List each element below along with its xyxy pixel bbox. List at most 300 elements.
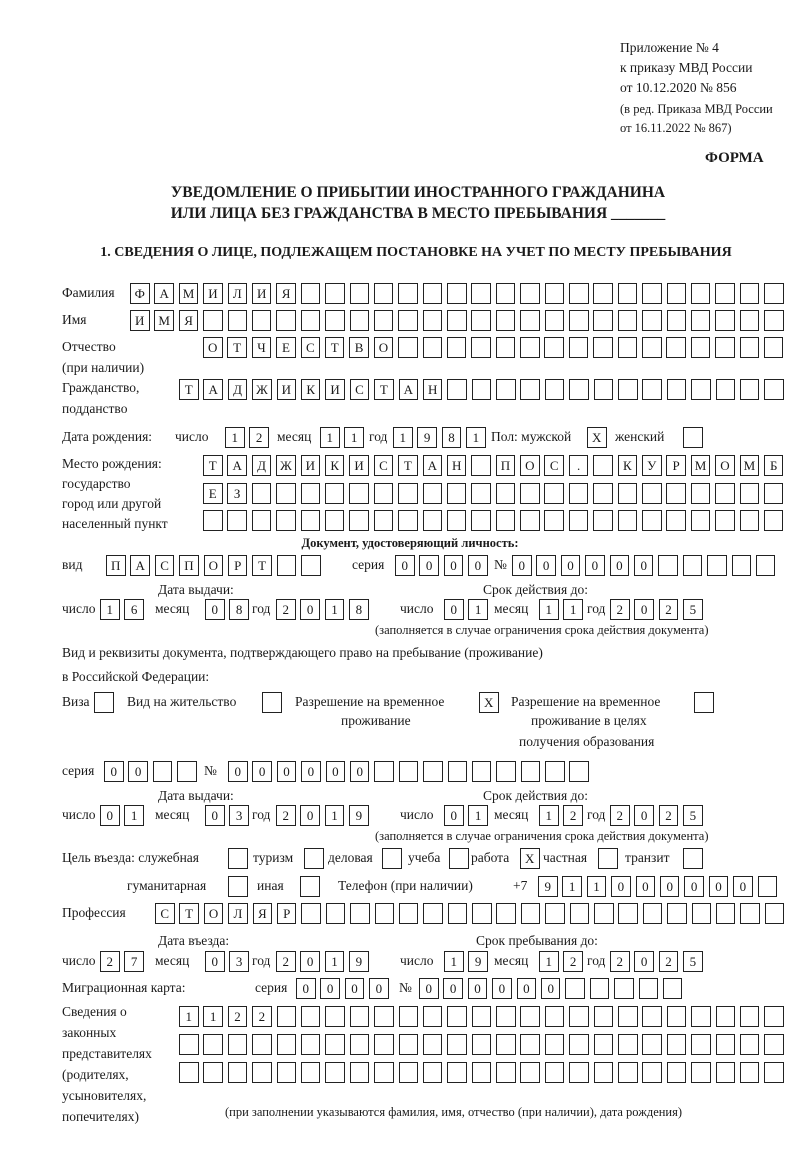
char-box[interactable]: 1 bbox=[179, 1006, 199, 1027]
char-box[interactable] bbox=[301, 903, 321, 924]
char-box[interactable]: Т bbox=[325, 337, 345, 358]
char-box[interactable] bbox=[447, 483, 467, 504]
char-box[interactable] bbox=[350, 903, 370, 924]
char-box[interactable] bbox=[228, 1062, 248, 1083]
char-box[interactable] bbox=[642, 337, 662, 358]
char-box[interactable]: 0 bbox=[252, 761, 272, 782]
char-box[interactable]: М bbox=[691, 455, 711, 476]
char-box[interactable]: О bbox=[374, 337, 394, 358]
char-box[interactable] bbox=[374, 283, 394, 304]
char-box[interactable] bbox=[565, 978, 585, 999]
char-box[interactable]: 0 bbox=[296, 978, 316, 999]
char-box[interactable]: 1 bbox=[225, 427, 245, 448]
citizenship-field[interactable] bbox=[179, 379, 789, 400]
representatives-row-1[interactable] bbox=[179, 1006, 789, 1027]
char-box[interactable]: Ч bbox=[252, 337, 272, 358]
char-box[interactable]: О bbox=[520, 455, 540, 476]
char-box[interactable] bbox=[667, 903, 687, 924]
char-box[interactable]: О bbox=[715, 455, 735, 476]
char-box[interactable]: Т bbox=[179, 379, 199, 400]
char-box[interactable]: 6 bbox=[124, 599, 144, 620]
char-box[interactable] bbox=[423, 483, 443, 504]
purpose-study-checkbox[interactable] bbox=[449, 848, 473, 869]
char-box[interactable] bbox=[740, 1034, 760, 1055]
char-box[interactable]: С bbox=[350, 379, 370, 400]
char-box[interactable]: 8 bbox=[229, 599, 249, 620]
char-box[interactable]: 3 bbox=[229, 951, 249, 972]
char-box[interactable]: 1 bbox=[393, 427, 413, 448]
char-box[interactable] bbox=[449, 848, 469, 869]
char-box[interactable]: 1 bbox=[444, 951, 464, 972]
char-box[interactable]: Л bbox=[228, 903, 248, 924]
char-box[interactable]: 0 bbox=[634, 555, 654, 576]
char-box[interactable]: 0 bbox=[350, 761, 370, 782]
char-box[interactable]: 0 bbox=[634, 805, 654, 826]
id-issue-month-field[interactable] bbox=[205, 599, 254, 620]
char-box[interactable] bbox=[716, 1062, 736, 1083]
char-box[interactable]: 0 bbox=[444, 599, 464, 620]
char-box[interactable] bbox=[740, 510, 760, 531]
char-box[interactable] bbox=[740, 283, 760, 304]
purpose-official-checkbox[interactable] bbox=[228, 848, 252, 869]
char-box[interactable]: Ф bbox=[130, 283, 150, 304]
char-box[interactable]: X bbox=[520, 848, 540, 869]
purpose-other-checkbox[interactable] bbox=[300, 876, 324, 897]
char-box[interactable] bbox=[691, 1006, 711, 1027]
char-box[interactable]: 0 bbox=[419, 978, 439, 999]
char-box[interactable]: 0 bbox=[300, 805, 320, 826]
char-box[interactable]: Ж bbox=[276, 455, 296, 476]
char-box[interactable] bbox=[277, 555, 297, 576]
char-box[interactable] bbox=[496, 761, 516, 782]
char-box[interactable] bbox=[618, 510, 638, 531]
char-box[interactable] bbox=[399, 1062, 419, 1083]
char-box[interactable]: 1 bbox=[539, 599, 559, 620]
char-box[interactable] bbox=[618, 283, 638, 304]
char-box[interactable] bbox=[423, 283, 443, 304]
char-box[interactable]: Е bbox=[203, 483, 223, 504]
char-box[interactable]: 0 bbox=[684, 876, 704, 897]
representatives-row-3[interactable] bbox=[179, 1062, 789, 1083]
char-box[interactable] bbox=[374, 310, 394, 331]
char-box[interactable] bbox=[398, 283, 418, 304]
char-box[interactable]: 9 bbox=[349, 805, 369, 826]
char-box[interactable] bbox=[667, 310, 687, 331]
char-box[interactable] bbox=[764, 1062, 784, 1083]
char-box[interactable]: 9 bbox=[538, 876, 558, 897]
purpose-business-checkbox[interactable] bbox=[382, 848, 406, 869]
char-box[interactable]: С bbox=[155, 555, 175, 576]
char-box[interactable]: К bbox=[325, 455, 345, 476]
stay-valid-month-field[interactable] bbox=[539, 805, 588, 826]
char-box[interactable] bbox=[740, 903, 760, 924]
char-box[interactable]: С bbox=[155, 903, 175, 924]
char-box[interactable] bbox=[447, 379, 467, 400]
char-box[interactable]: И bbox=[301, 455, 321, 476]
char-box[interactable] bbox=[325, 1006, 345, 1027]
char-box[interactable] bbox=[545, 761, 565, 782]
char-box[interactable] bbox=[496, 1006, 516, 1027]
char-box[interactable] bbox=[203, 1034, 223, 1055]
char-box[interactable] bbox=[423, 761, 443, 782]
purpose-work-checkbox[interactable] bbox=[520, 848, 544, 869]
char-box[interactable] bbox=[569, 1034, 589, 1055]
char-box[interactable] bbox=[496, 283, 516, 304]
char-box[interactable]: 2 bbox=[228, 1006, 248, 1027]
char-box[interactable]: 7 bbox=[124, 951, 144, 972]
char-box[interactable] bbox=[496, 903, 516, 924]
char-box[interactable] bbox=[569, 379, 589, 400]
char-box[interactable] bbox=[350, 1062, 370, 1083]
char-box[interactable] bbox=[448, 761, 468, 782]
char-box[interactable] bbox=[447, 310, 467, 331]
char-box[interactable]: 0 bbox=[128, 761, 148, 782]
char-box[interactable] bbox=[471, 310, 491, 331]
char-box[interactable] bbox=[545, 1034, 565, 1055]
id-series-field[interactable] bbox=[395, 555, 493, 576]
purpose-transit-checkbox[interactable] bbox=[683, 848, 707, 869]
char-box[interactable]: П bbox=[179, 555, 199, 576]
char-box[interactable] bbox=[545, 903, 565, 924]
char-box[interactable] bbox=[691, 310, 711, 331]
char-box[interactable] bbox=[521, 903, 541, 924]
char-box[interactable] bbox=[642, 510, 662, 531]
char-box[interactable]: 0 bbox=[492, 978, 512, 999]
char-box[interactable] bbox=[740, 483, 760, 504]
char-box[interactable] bbox=[520, 1034, 540, 1055]
char-box[interactable] bbox=[179, 1034, 199, 1055]
entry-day-field[interactable] bbox=[100, 951, 149, 972]
char-box[interactable] bbox=[598, 848, 618, 869]
char-box[interactable] bbox=[667, 1006, 687, 1027]
migration-number-field[interactable] bbox=[419, 978, 687, 999]
char-box[interactable] bbox=[683, 427, 703, 448]
char-box[interactable]: С bbox=[374, 455, 394, 476]
migration-series-field[interactable] bbox=[296, 978, 394, 999]
char-box[interactable] bbox=[252, 1034, 272, 1055]
char-box[interactable]: 1 bbox=[100, 599, 120, 620]
char-box[interactable]: 1 bbox=[468, 599, 488, 620]
char-box[interactable] bbox=[691, 510, 711, 531]
char-box[interactable] bbox=[398, 310, 418, 331]
purpose-humanitarian-checkbox[interactable] bbox=[228, 876, 252, 897]
char-box[interactable] bbox=[716, 1006, 736, 1027]
purpose-tourism-checkbox[interactable] bbox=[304, 848, 328, 869]
char-box[interactable]: 0 bbox=[277, 761, 297, 782]
char-box[interactable]: К bbox=[618, 455, 638, 476]
char-box[interactable] bbox=[472, 761, 492, 782]
char-box[interactable]: 0 bbox=[468, 978, 488, 999]
char-box[interactable]: Д bbox=[252, 455, 272, 476]
char-box[interactable] bbox=[203, 1062, 223, 1083]
char-box[interactable]: 5 bbox=[683, 951, 703, 972]
surname-field[interactable] bbox=[130, 283, 789, 304]
char-box[interactable] bbox=[447, 1006, 467, 1027]
char-box[interactable] bbox=[252, 310, 272, 331]
char-box[interactable] bbox=[398, 510, 418, 531]
char-box[interactable]: 1 bbox=[325, 951, 345, 972]
char-box[interactable]: Т bbox=[252, 555, 272, 576]
char-box[interactable] bbox=[447, 337, 467, 358]
char-box[interactable] bbox=[691, 1062, 711, 1083]
char-box[interactable] bbox=[544, 483, 564, 504]
char-box[interactable] bbox=[593, 283, 613, 304]
char-box[interactable]: 1 bbox=[563, 599, 583, 620]
char-box[interactable] bbox=[618, 483, 638, 504]
char-box[interactable]: 0 bbox=[585, 555, 605, 576]
char-box[interactable] bbox=[423, 1006, 443, 1027]
char-box[interactable]: . bbox=[569, 455, 589, 476]
char-box[interactable] bbox=[472, 1062, 492, 1083]
char-box[interactable] bbox=[691, 1034, 711, 1055]
char-box[interactable]: 0 bbox=[709, 876, 729, 897]
char-box[interactable] bbox=[520, 483, 540, 504]
char-box[interactable] bbox=[398, 483, 418, 504]
char-box[interactable] bbox=[764, 510, 784, 531]
char-box[interactable]: 2 bbox=[249, 427, 269, 448]
char-box[interactable] bbox=[593, 337, 613, 358]
char-box[interactable] bbox=[716, 903, 736, 924]
char-box[interactable] bbox=[666, 483, 686, 504]
char-box[interactable] bbox=[642, 1034, 662, 1055]
char-box[interactable] bbox=[667, 1034, 687, 1055]
char-box[interactable]: 2 bbox=[610, 599, 630, 620]
birth-place-row-2[interactable] bbox=[203, 483, 788, 504]
char-box[interactable] bbox=[325, 310, 345, 331]
char-box[interactable] bbox=[227, 510, 247, 531]
char-box[interactable] bbox=[642, 483, 662, 504]
char-box[interactable]: О bbox=[203, 337, 223, 358]
char-box[interactable] bbox=[691, 337, 711, 358]
char-box[interactable] bbox=[399, 1006, 419, 1027]
char-box[interactable] bbox=[277, 1062, 297, 1083]
char-box[interactable] bbox=[643, 903, 663, 924]
char-box[interactable]: 0 bbox=[395, 555, 415, 576]
char-box[interactable] bbox=[447, 510, 467, 531]
char-box[interactable] bbox=[642, 1062, 662, 1083]
char-box[interactable] bbox=[618, 903, 638, 924]
char-box[interactable] bbox=[683, 848, 703, 869]
char-box[interactable]: 2 bbox=[610, 805, 630, 826]
stay-valid-year-field[interactable] bbox=[610, 805, 708, 826]
char-box[interactable] bbox=[277, 1006, 297, 1027]
char-box[interactable] bbox=[569, 1006, 589, 1027]
char-box[interactable] bbox=[545, 283, 565, 304]
char-box[interactable]: 1 bbox=[124, 805, 144, 826]
char-box[interactable]: 5 bbox=[683, 599, 703, 620]
residence-permit-checkbox[interactable] bbox=[262, 692, 286, 713]
char-box[interactable] bbox=[349, 510, 369, 531]
char-box[interactable] bbox=[520, 379, 540, 400]
char-box[interactable]: М bbox=[154, 310, 174, 331]
char-box[interactable]: 9 bbox=[468, 951, 488, 972]
char-box[interactable]: О bbox=[204, 555, 224, 576]
stay-issue-month-field[interactable] bbox=[205, 805, 254, 826]
char-box[interactable] bbox=[666, 510, 686, 531]
char-box[interactable] bbox=[301, 1034, 321, 1055]
char-box[interactable] bbox=[715, 283, 735, 304]
char-box[interactable]: В bbox=[349, 337, 369, 358]
char-box[interactable]: 8 bbox=[349, 599, 369, 620]
char-box[interactable] bbox=[545, 1062, 565, 1083]
char-box[interactable] bbox=[618, 1034, 638, 1055]
birth-month-field[interactable] bbox=[320, 427, 369, 448]
char-box[interactable]: 1 bbox=[587, 876, 607, 897]
char-box[interactable] bbox=[423, 310, 443, 331]
char-box[interactable]: А bbox=[130, 555, 150, 576]
char-box[interactable] bbox=[471, 337, 491, 358]
char-box[interactable] bbox=[658, 555, 678, 576]
char-box[interactable] bbox=[570, 903, 590, 924]
char-box[interactable]: 0 bbox=[541, 978, 561, 999]
char-box[interactable] bbox=[740, 1062, 760, 1083]
char-box[interactable] bbox=[447, 1062, 467, 1083]
char-box[interactable] bbox=[663, 978, 683, 999]
char-box[interactable]: 1 bbox=[325, 599, 345, 620]
char-box[interactable] bbox=[325, 483, 345, 504]
char-box[interactable] bbox=[715, 510, 735, 531]
char-box[interactable] bbox=[398, 337, 418, 358]
char-box[interactable] bbox=[471, 510, 491, 531]
char-box[interactable]: 2 bbox=[276, 951, 296, 972]
char-box[interactable] bbox=[642, 310, 662, 331]
char-box[interactable]: У bbox=[642, 455, 662, 476]
char-box[interactable]: И bbox=[277, 379, 297, 400]
char-box[interactable] bbox=[707, 555, 727, 576]
char-box[interactable]: 0 bbox=[104, 761, 124, 782]
char-box[interactable] bbox=[715, 310, 735, 331]
char-box[interactable]: Н bbox=[447, 455, 467, 476]
char-box[interactable] bbox=[520, 337, 540, 358]
char-box[interactable] bbox=[764, 483, 784, 504]
char-box[interactable] bbox=[94, 692, 114, 713]
char-box[interactable]: К bbox=[301, 379, 321, 400]
char-box[interactable]: 0 bbox=[468, 555, 488, 576]
char-box[interactable] bbox=[423, 1034, 443, 1055]
char-box[interactable] bbox=[301, 283, 321, 304]
char-box[interactable] bbox=[716, 1034, 736, 1055]
char-box[interactable] bbox=[374, 1062, 394, 1083]
stay-until-year-field[interactable] bbox=[610, 951, 708, 972]
char-box[interactable] bbox=[544, 510, 564, 531]
char-box[interactable]: Е bbox=[276, 337, 296, 358]
char-box[interactable]: З bbox=[227, 483, 247, 504]
char-box[interactable]: 0 bbox=[610, 555, 630, 576]
char-box[interactable] bbox=[740, 379, 760, 400]
char-box[interactable]: А bbox=[399, 379, 419, 400]
char-box[interactable]: Т bbox=[398, 455, 418, 476]
char-box[interactable] bbox=[374, 761, 394, 782]
char-box[interactable] bbox=[228, 876, 248, 897]
char-box[interactable]: 0 bbox=[345, 978, 365, 999]
char-box[interactable] bbox=[301, 483, 321, 504]
char-box[interactable] bbox=[520, 510, 540, 531]
char-box[interactable] bbox=[569, 1062, 589, 1083]
char-box[interactable]: 0 bbox=[419, 555, 439, 576]
char-box[interactable]: Т bbox=[203, 455, 223, 476]
char-box[interactable] bbox=[301, 510, 321, 531]
char-box[interactable] bbox=[399, 1034, 419, 1055]
char-box[interactable] bbox=[569, 310, 589, 331]
char-box[interactable]: 2 bbox=[563, 951, 583, 972]
char-box[interactable] bbox=[642, 283, 662, 304]
phone-field[interactable] bbox=[538, 876, 782, 897]
char-box[interactable]: 9 bbox=[349, 951, 369, 972]
char-box[interactable] bbox=[203, 510, 223, 531]
char-box[interactable]: И bbox=[130, 310, 150, 331]
char-box[interactable] bbox=[594, 1006, 614, 1027]
char-box[interactable]: 0 bbox=[561, 555, 581, 576]
char-box[interactable]: О bbox=[204, 903, 224, 924]
char-box[interactable]: 2 bbox=[276, 599, 296, 620]
char-box[interactable] bbox=[569, 337, 589, 358]
char-box[interactable]: 0 bbox=[634, 951, 654, 972]
char-box[interactable]: Н bbox=[423, 379, 443, 400]
char-box[interactable]: М bbox=[740, 455, 760, 476]
char-box[interactable] bbox=[594, 1062, 614, 1083]
char-box[interactable] bbox=[764, 337, 784, 358]
char-box[interactable]: 2 bbox=[610, 951, 630, 972]
char-box[interactable]: Р bbox=[277, 903, 297, 924]
char-box[interactable] bbox=[300, 876, 320, 897]
char-box[interactable]: Р bbox=[228, 555, 248, 576]
char-box[interactable]: 2 bbox=[659, 951, 679, 972]
char-box[interactable] bbox=[618, 379, 638, 400]
stay-issue-day-field[interactable] bbox=[100, 805, 149, 826]
char-box[interactable]: 2 bbox=[276, 805, 296, 826]
char-box[interactable]: И bbox=[349, 455, 369, 476]
char-box[interactable] bbox=[252, 1062, 272, 1083]
char-box[interactable]: С bbox=[544, 455, 564, 476]
char-box[interactable] bbox=[375, 903, 395, 924]
char-box[interactable] bbox=[301, 1062, 321, 1083]
char-box[interactable] bbox=[618, 337, 638, 358]
char-box[interactable] bbox=[545, 310, 565, 331]
char-box[interactable]: 0 bbox=[205, 599, 225, 620]
char-box[interactable]: 0 bbox=[660, 876, 680, 897]
name-field[interactable] bbox=[130, 310, 789, 331]
char-box[interactable] bbox=[399, 903, 419, 924]
char-box[interactable] bbox=[618, 1006, 638, 1027]
char-box[interactable] bbox=[228, 848, 248, 869]
char-box[interactable] bbox=[496, 1062, 516, 1083]
char-box[interactable] bbox=[350, 283, 370, 304]
id-valid-month-field[interactable] bbox=[539, 599, 588, 620]
char-box[interactable] bbox=[374, 1034, 394, 1055]
char-box[interactable] bbox=[667, 379, 687, 400]
char-box[interactable]: 2 bbox=[563, 805, 583, 826]
char-box[interactable]: 1 bbox=[539, 951, 559, 972]
char-box[interactable] bbox=[618, 310, 638, 331]
char-box[interactable]: Я bbox=[179, 310, 199, 331]
char-box[interactable]: А bbox=[203, 379, 223, 400]
char-box[interactable] bbox=[399, 761, 419, 782]
char-box[interactable] bbox=[472, 1034, 492, 1055]
char-box[interactable]: 0 bbox=[536, 555, 556, 576]
char-box[interactable] bbox=[374, 510, 394, 531]
char-box[interactable] bbox=[447, 283, 467, 304]
char-box[interactable] bbox=[639, 978, 659, 999]
char-box[interactable] bbox=[423, 1062, 443, 1083]
char-box[interactable]: 0 bbox=[301, 761, 321, 782]
char-box[interactable] bbox=[447, 1034, 467, 1055]
char-box[interactable]: 1 bbox=[325, 805, 345, 826]
char-box[interactable] bbox=[496, 1034, 516, 1055]
sex-female-checkbox[interactable] bbox=[683, 427, 707, 448]
char-box[interactable] bbox=[764, 1006, 784, 1027]
char-box[interactable] bbox=[732, 555, 752, 576]
char-box[interactable]: М bbox=[179, 283, 199, 304]
